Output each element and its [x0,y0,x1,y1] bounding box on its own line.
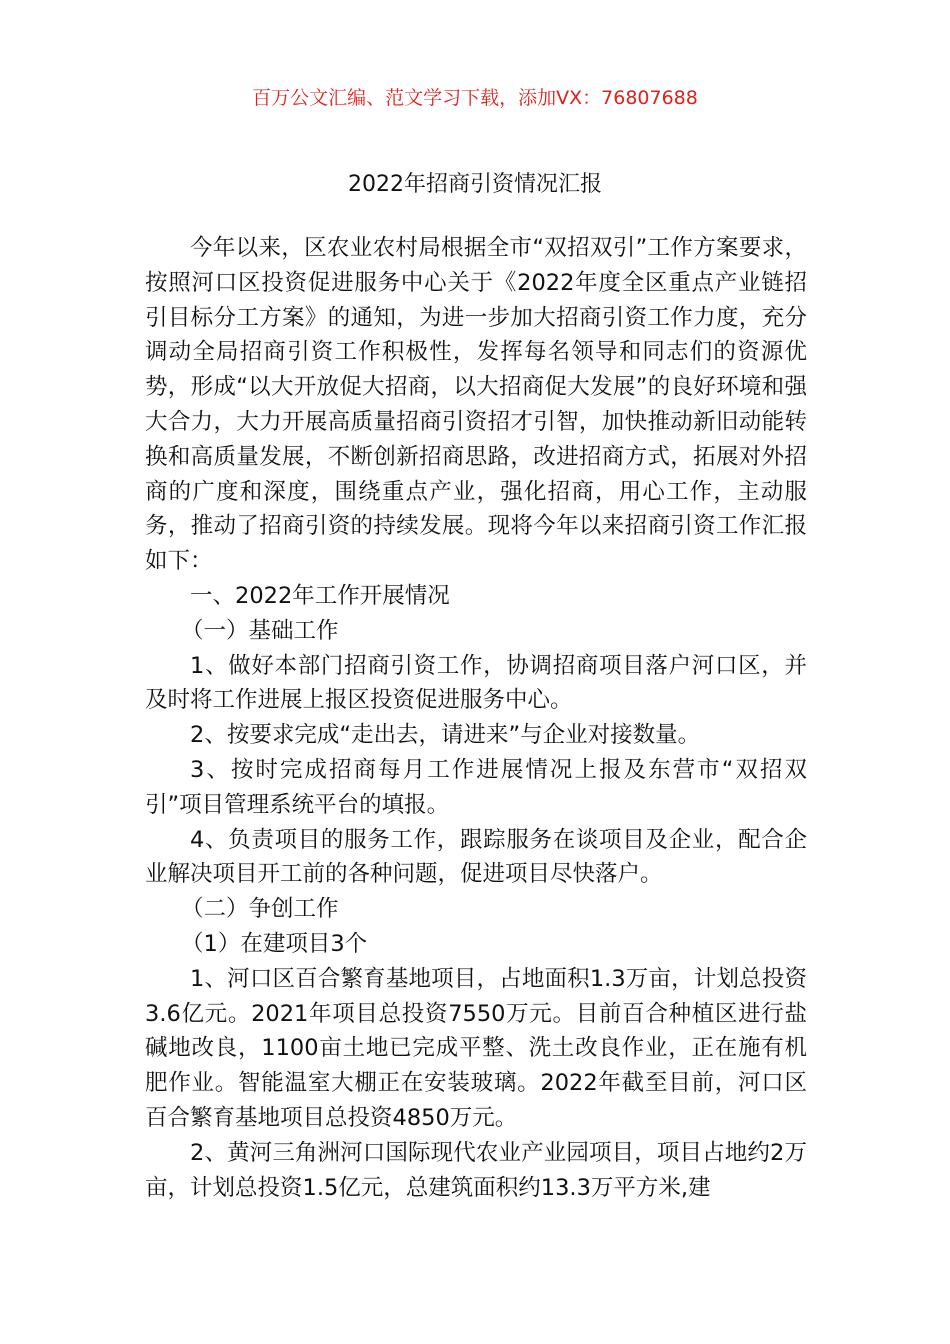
intro-paragraph: 今年以来，区农业农村局根据全市“双招双引”工作方案要求，按照河口区投资促进服务中心关于《2022年度全区重点产业链招引目标分工方案》的通知，为进一步加大招商引资工作力度，充分调动全局招商引资工作积极性，发挥每名领导和同志们的资源优势，形成“以大开放促大招商，以大招商促大发展”的良好环境和强大合力，大力开展高质量招商引资招才引智，加快推动新旧动能转换和高质量发展，不断创新招商思路，改进招商方式，拓展对外招商的广度和深度，围绕重点产业，强化招商，用心工作，主动服务，推动了招商引资的持续发展。现将今年以来招商引资工作汇报如下： [145,235,807,575]
subsection-heading: （二）争创工作 [181,896,339,923]
list-item: 1、河口区百合繁育基地项目，占地面积1.3万亩，计划总投资3.6亿元。2021年项目总投资7550万元。目前百合种植区进行盐碱地改良，1100亩土地已完成平整、洗土改良作业，正在施有机肥作业。智能温室大棚正在安装玻璃。2022年截至目前，河口区百合繁育基地项目总投资4850万元。 [145,965,807,1131]
list-item: 4、负责项目的服务工作，跟踪服务在谈项目及企业，配合企业解决项目开工前的各种问题，促进项目尽快落户。 [145,826,807,888]
list-item: 3、按时完成招商每月工作进展情况上报及东营市“双招双引”项目管理系统平台的填报。 [145,756,807,818]
list-item: 1、做好本部门招商引资工作，协调招商项目落户河口区，并及时将工作进展上报区投资促进服务中心。 [145,652,807,714]
section-heading: 一、2022年工作开展情况 [190,582,450,609]
subsection-heading: （1）在建项目3个 [181,930,368,957]
document-body [145,231,807,1205]
subsection-heading: （一）基础工作 [181,617,339,644]
list-item: 2、按要求完成“走出去，请进来”与企业对接数量。 [190,722,701,749]
watermark-banner: 百万公文汇编、范文学习下载，添加VX：76807688 [252,87,698,109]
list-item: 2、黄河三角洲河口国际现代农业产业园项目，项目占地约2万亩，计划总投资1.5亿元，总建筑面积约13.3万平方米,建 [145,1139,807,1201]
page-title: 2022年招商引资情况汇报 [348,172,602,197]
